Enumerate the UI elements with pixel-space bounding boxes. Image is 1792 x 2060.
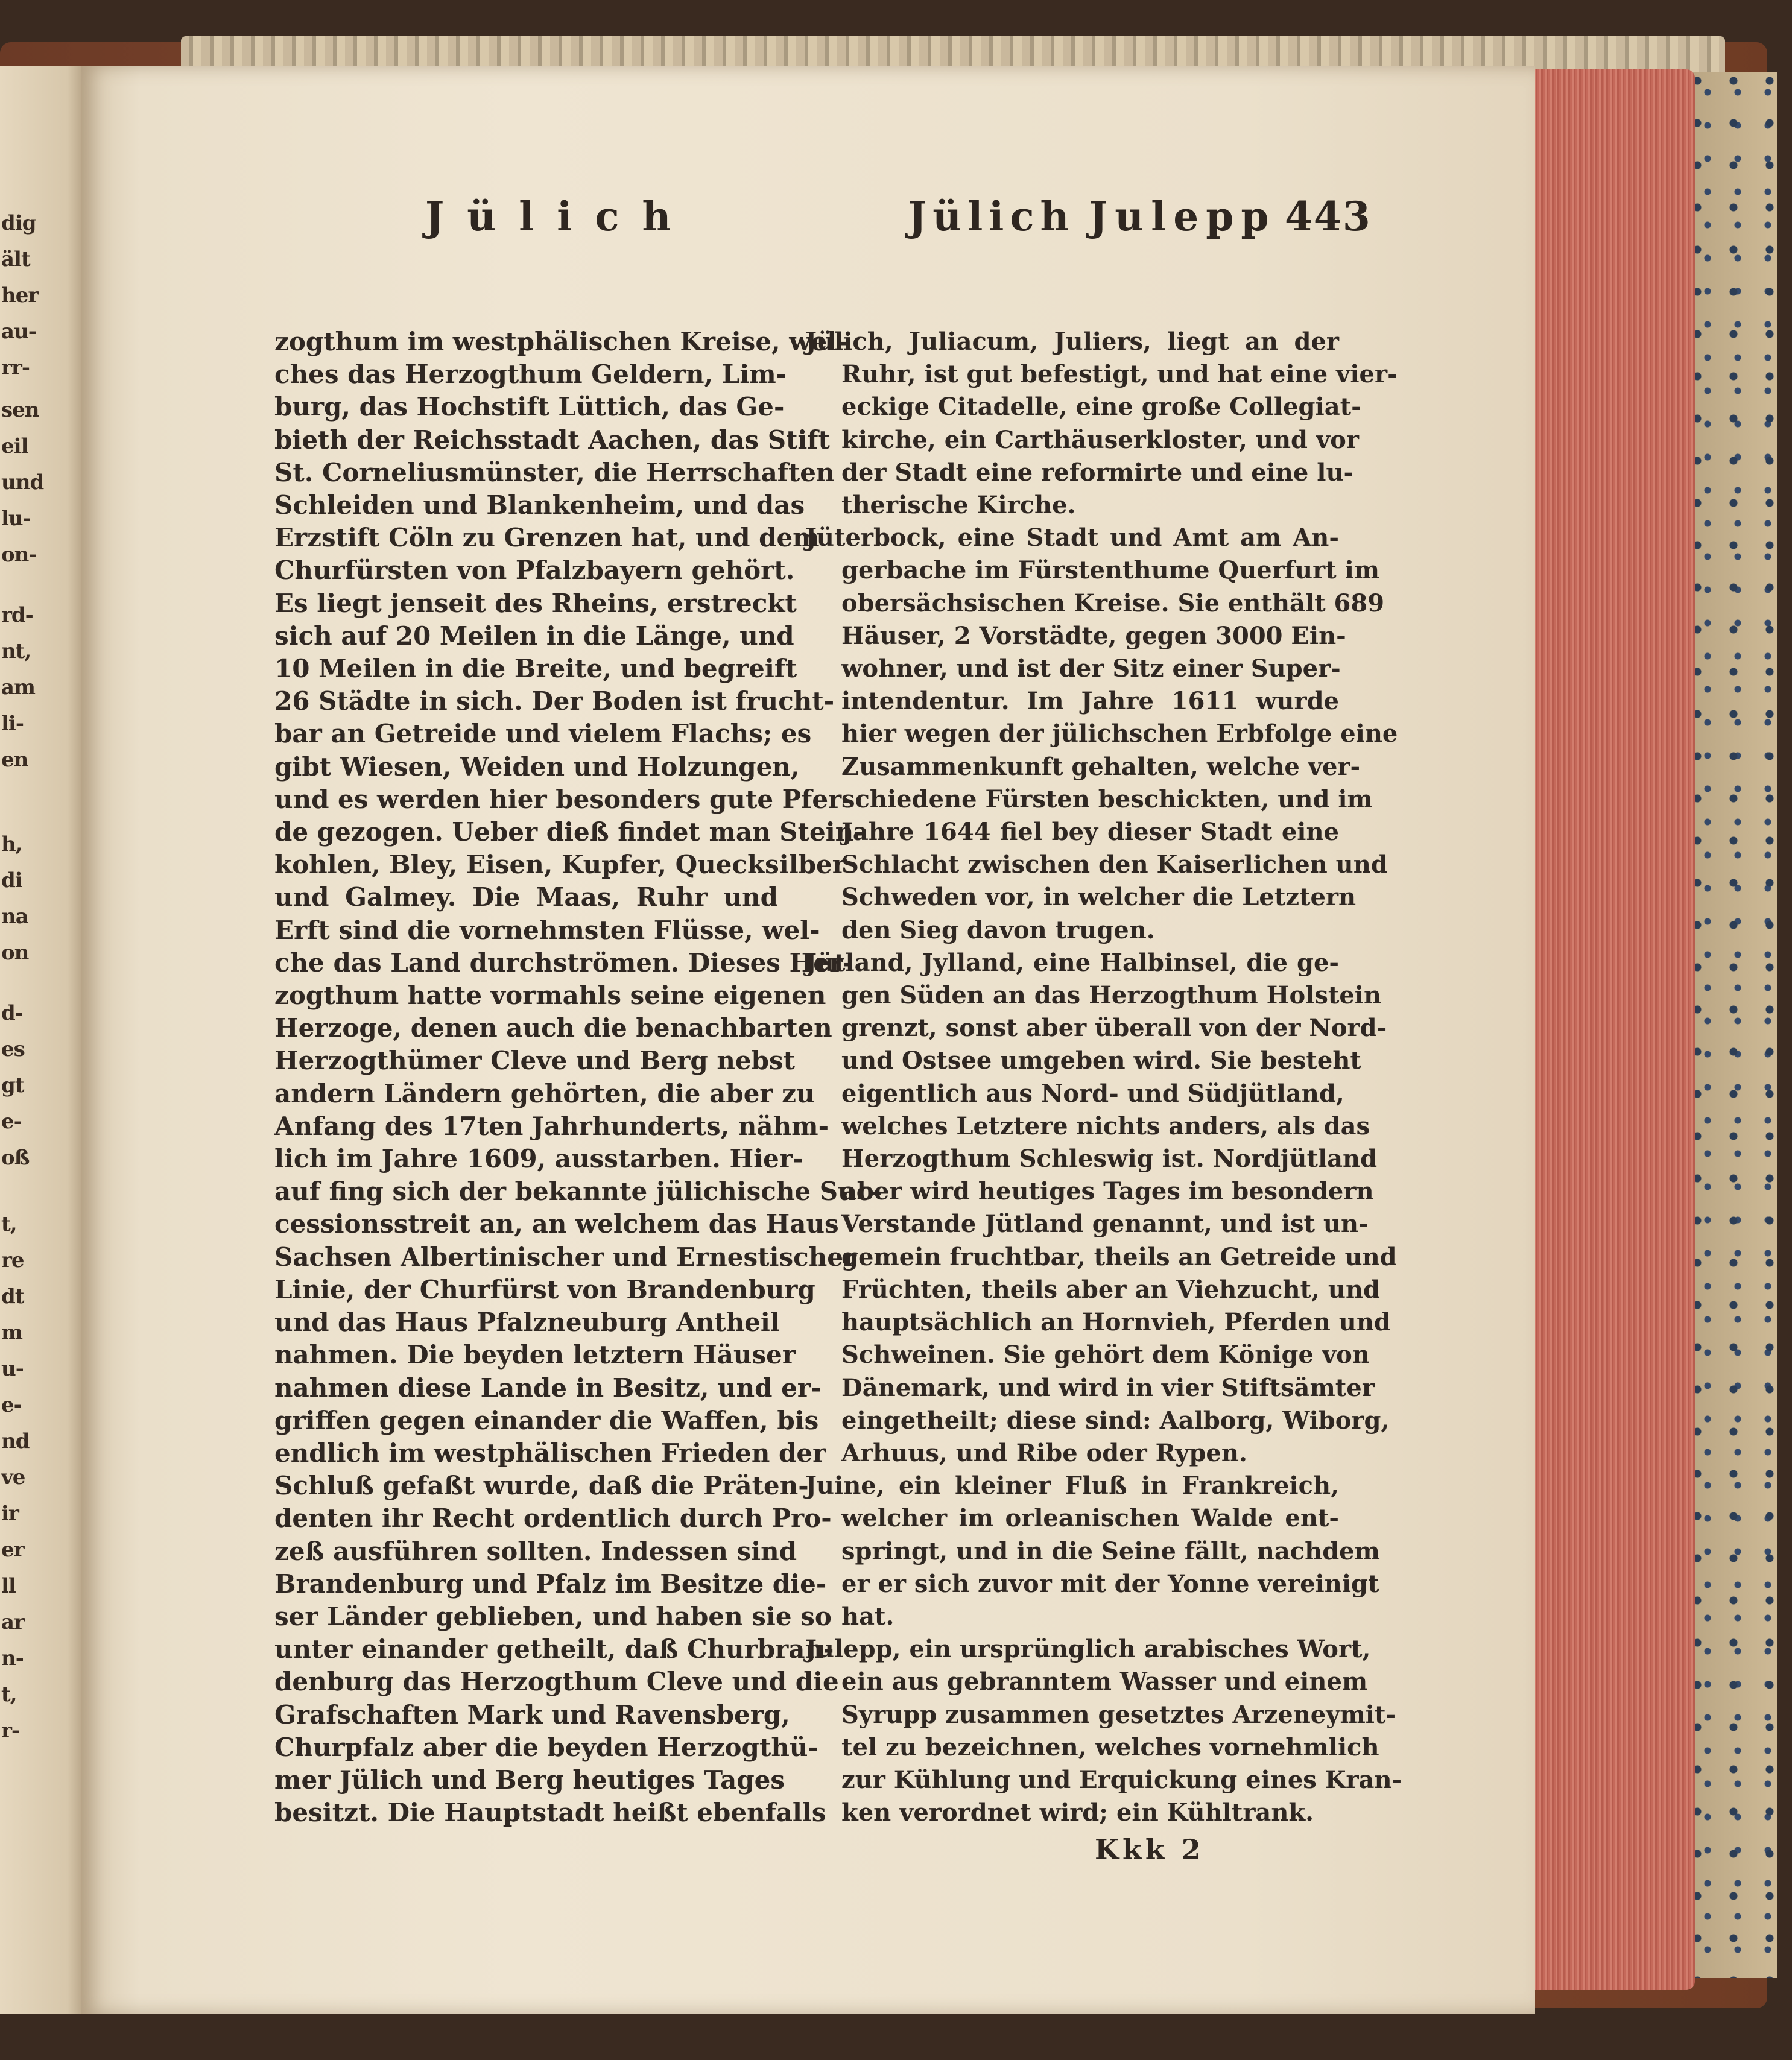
text-line: hier wegen der jülichschen Erbfolge eine xyxy=(841,719,1398,748)
text-line: griffen gegen einander die Waffen, bis xyxy=(274,1405,819,1435)
margin-fragment: on xyxy=(1,941,29,965)
text-line: Grafschaften Mark und Ravensberg, xyxy=(274,1699,790,1730)
text-line: kirche, ein Carthäuserkloster, und vor xyxy=(841,425,1359,454)
margin-fragment: e- xyxy=(1,1110,22,1134)
text-line: und das Haus Pfalzneuburg Antheil xyxy=(274,1307,780,1338)
margin-fragment: ll xyxy=(1,1574,16,1598)
margin-fragment: dig xyxy=(1,211,36,235)
margin-fragment: e- xyxy=(1,1393,22,1417)
text-line: Schlacht zwischen den Kaiserlichen und xyxy=(841,850,1388,879)
margin-fragment: on- xyxy=(1,543,37,567)
text-line: Ruhr, ist gut befestigt, und hat eine vier- xyxy=(841,360,1398,389)
text-line: eckige Citadelle, eine große Collegiat- xyxy=(841,393,1361,422)
text-line: mer Jülich und Berg heutiges Tages xyxy=(274,1765,785,1795)
margin-fragment: und xyxy=(1,470,44,494)
text-line: welcher im orleanischen Walde ent- xyxy=(841,1504,1339,1533)
text-line: grenzt, sonst aber überall von der Nord- xyxy=(841,1014,1387,1043)
margin-fragment: re xyxy=(1,1248,24,1272)
margin-fragment: ar xyxy=(1,1610,24,1634)
text-line: Syrupp zusammen gesetztes Arzeneymit- xyxy=(841,1700,1396,1729)
text-line: zur Kühlung und Erquickung eines Kran- xyxy=(841,1765,1402,1794)
text-line: Arhuus, und Ribe oder Rypen. xyxy=(841,1438,1247,1467)
text-line: der Stadt eine reformirte und eine lu- xyxy=(841,458,1354,487)
text-line: zogthum im westphälischen Kreise, wel- xyxy=(274,327,847,356)
margin-fragment: gt xyxy=(1,1073,24,1098)
text-line: Brandenburg und Pfalz im Besitze die- xyxy=(274,1569,827,1599)
margin-fragment: nt, xyxy=(1,639,31,663)
margin-fragment: her xyxy=(1,283,39,308)
margin-fragment: nd xyxy=(1,1429,30,1453)
text-line: tel zu bezeichnen, welches vornehmlich xyxy=(841,1733,1379,1761)
text-line: welches Letztere nichts anders, als das xyxy=(841,1111,1370,1140)
text-line: Erft sind die vornehmsten Flüsse, wel- xyxy=(274,915,820,945)
margin-fragment: es xyxy=(1,1037,25,1061)
text-line: ches das Herzogthum Geldern, Lim- xyxy=(274,359,787,390)
text-line: gibt Wiesen, Weiden und Holzungen, xyxy=(274,751,800,782)
text-line: Dänemark, und wird in vier Stiftsämter xyxy=(841,1373,1375,1402)
text-line: Herzogthum Schleswig ist. Nordjütland xyxy=(841,1145,1378,1174)
margin-fragment: au- xyxy=(1,320,36,344)
entry-headline: Jüterbock, eine Stadt und Amt am An- xyxy=(805,523,1339,552)
marbled-endpaper xyxy=(1683,72,1777,1978)
margin-fragment: rr- xyxy=(1,356,30,380)
text-line: kohlen, Bley, Eisen, Kupfer, Quecksilber xyxy=(274,850,846,880)
text-line: er er sich zuvor mit der Yonne vereinigt xyxy=(841,1569,1379,1598)
margin-fragment: ir xyxy=(1,1502,19,1526)
text-line: Schweden vor, in welcher die Letztern xyxy=(841,883,1357,912)
text-line: aber wird heutiges Tages im besondern xyxy=(841,1177,1374,1206)
text-line: springt, und in die Seine fällt, nachdem xyxy=(841,1537,1380,1566)
entry-headline: Jülich, Juliacum, Juliers, liegt an der xyxy=(805,327,1339,356)
margin-fragment: m xyxy=(1,1321,22,1345)
text-line: Herzogthümer Cleve und Berg nebst xyxy=(274,1046,796,1076)
margin-fragment: li- xyxy=(1,712,24,736)
text-line: und es werden hier besonders gute Pfer- xyxy=(274,784,852,814)
book-page xyxy=(81,66,1535,2014)
text-line: eigentlich aus Nord- und Südjütland, xyxy=(841,1079,1344,1108)
margin-fragment: t, xyxy=(1,1212,17,1236)
text-line: Es liegt jenseit des Rheins, erstreckt xyxy=(274,588,797,618)
left-text-column xyxy=(274,326,882,1829)
text-line: 26 Städte in sich. Der Boden ist frucht- xyxy=(274,686,835,716)
text-line: auf fing sich der bekannte jülichische Suc- xyxy=(274,1177,882,1207)
entry-headline: Juine, ein kleiner Fluß in Frankreich, xyxy=(805,1471,1339,1500)
margin-fragment: r- xyxy=(1,1719,20,1743)
margin-fragment: lu- xyxy=(1,507,31,531)
margin-fragment: oß xyxy=(1,1146,30,1170)
text-line: Jahre 1644 fiel bey dieser Stadt eine xyxy=(841,818,1339,847)
margin-fragment: na xyxy=(1,905,28,929)
text-line: Schleiden und Blankenheim, und das xyxy=(274,490,805,520)
text-line: Schluß gefaßt wurde, daß die Präten- xyxy=(274,1471,809,1501)
text-line: gen Süden an das Herzogthum Holstein xyxy=(841,981,1382,1010)
text-line: eingetheilt; diese sind: Aalborg, Wiborg, xyxy=(841,1406,1390,1435)
running-head-catchword-2: Julepp xyxy=(1089,193,1276,240)
running-head-catchword-1: Jülich xyxy=(908,193,1075,240)
text-line: bar an Getreide und vielem Flachs; es xyxy=(274,719,812,749)
text-line: Anfang des 17ten Jahrhunderts, nähm- xyxy=(274,1111,829,1141)
text-line: Früchten, theils aber an Viehzucht, und xyxy=(841,1275,1381,1304)
margin-fragment: sen xyxy=(1,398,39,422)
text-line: Häuser, 2 Vorstädte, gegen 3000 Ein- xyxy=(841,621,1346,650)
text-line: Sachsen Albertinischer und Ernestischer xyxy=(274,1242,857,1272)
margin-fragment: n- xyxy=(1,1646,24,1670)
text-line: gerbache im Fürstenthume Querfurt im xyxy=(841,556,1380,585)
red-page-edges xyxy=(1532,69,1695,1990)
text-line: gemein fruchtbar, theils an Getreide und xyxy=(841,1242,1397,1271)
text-line: Churfürsten von Pfalzbayern gehört. xyxy=(274,555,795,586)
text-line: ser Länder geblieben, und haben sie so xyxy=(274,1601,832,1631)
text-line: intendentur. Im Jahre 1611 wurde xyxy=(841,687,1339,716)
text-line: sich auf 20 Meilen in die Länge, und xyxy=(274,621,794,651)
signature-mark: Kkk 2 xyxy=(1095,1833,1205,1866)
text-line: Verstande Jütland genannt, und ist un- xyxy=(841,1210,1369,1239)
text-line: Zusammenkunft gehalten, welche ver- xyxy=(841,752,1361,781)
text-line: zeß ausführen sollten. Indessen sind xyxy=(274,1536,797,1566)
text-line: obersächsischen Kreise. Sie enthält 689 xyxy=(841,589,1385,618)
text-line: de gezogen. Ueber dieß findet man Stein- xyxy=(274,817,864,847)
text-line: ein aus gebranntem Wasser und einem xyxy=(841,1667,1368,1696)
text-line: nahmen. Die beyden letztern Häuser xyxy=(274,1340,796,1370)
text-line: St. Corneliusmünster, die Herrschaften xyxy=(274,457,835,487)
text-line: therische Kirche. xyxy=(841,491,1076,520)
margin-fragment: eil xyxy=(1,434,28,458)
page-number: 443 xyxy=(1285,193,1372,240)
text-line: zogthum hatte vormahls seine eigenen xyxy=(274,981,826,1011)
text-line: denburg das Herzogthum Cleve und die xyxy=(274,1667,839,1697)
margin-fragment: u- xyxy=(1,1357,24,1381)
text-line: andern Ländern gehörten, die aber zu xyxy=(274,1078,815,1108)
previous-page-edge xyxy=(0,66,84,2014)
margin-fragment: rd- xyxy=(1,603,33,627)
right-text-column xyxy=(805,326,1402,1829)
text-line: burg, das Hochstift Lüttich, das Ge- xyxy=(274,392,785,422)
margin-fragment: di xyxy=(1,868,22,893)
text-line: bieth der Reichsstadt Aachen, das Stift xyxy=(274,425,830,455)
text-line: 10 Meilen in die Breite, und begreift xyxy=(274,654,797,684)
text-line: Schweinen. Sie gehört dem Könige von xyxy=(841,1341,1370,1370)
margin-fragment: ve xyxy=(1,1465,25,1490)
text-line: nahmen diese Lande in Besitz, und er- xyxy=(274,1373,822,1403)
text-line: wohner, und ist der Sitz einer Super- xyxy=(841,654,1341,683)
entry-headline: Julepp, ein ursprünglich arabisches Wort, xyxy=(805,1635,1371,1664)
text-line: schiedene Fürsten beschickten, und im xyxy=(841,785,1373,814)
text-line: Linie, der Churfürst von Brandenburg xyxy=(274,1274,815,1304)
margin-fragment: h, xyxy=(1,832,22,856)
running-head-left: Jülich xyxy=(425,193,694,240)
margin-fragment: dt xyxy=(1,1284,24,1309)
text-line: hauptsächlich an Hornvieh, Pferden und xyxy=(841,1308,1391,1337)
text-line: hat. xyxy=(841,1602,894,1631)
text-line: che das Land durchströmen. Dieses Her- xyxy=(274,947,853,978)
text-line: endlich im westphälischen Frieden der xyxy=(274,1438,826,1468)
margin-fragment: er xyxy=(1,1538,24,1562)
text-line: Erzstift Cöln zu Grenzen hat, und dem xyxy=(274,523,820,553)
text-line: Churpfalz aber die beyden Herzogthü- xyxy=(274,1732,818,1762)
text-line: und Ostsee umgeben wird. Sie besteht xyxy=(841,1046,1361,1075)
margin-fragment: ält xyxy=(1,247,30,271)
margin-fragment: am xyxy=(1,675,36,700)
margin-fragment: en xyxy=(1,748,28,772)
text-line: lich im Jahre 1609, ausstarben. Hier- xyxy=(274,1144,803,1174)
text-line: unter einander getheilt, daß Churbran- xyxy=(274,1634,834,1664)
text-line: denten ihr Recht ordentlich durch Pro- xyxy=(274,1503,832,1534)
text-line: besitzt. Die Hauptstadt heißt ebenfalls xyxy=(274,1798,826,1828)
text-line: cessionsstreit an, an welchem das Haus xyxy=(274,1209,839,1239)
margin-fragment: d- xyxy=(1,1001,23,1025)
text-line: Herzoge, denen auch die benachbarten xyxy=(274,1013,832,1043)
text-line: ken verordnet wird; ein Kühltrank. xyxy=(841,1798,1314,1827)
text-line: den Sieg davon trugen. xyxy=(841,915,1155,944)
margin-fragment: t, xyxy=(1,1682,17,1707)
entry-headline: Jütland, Jylland, eine Halbinsel, die ge- xyxy=(805,948,1339,977)
text-line: und Galmey. Die Maas, Ruhr und xyxy=(274,882,778,912)
